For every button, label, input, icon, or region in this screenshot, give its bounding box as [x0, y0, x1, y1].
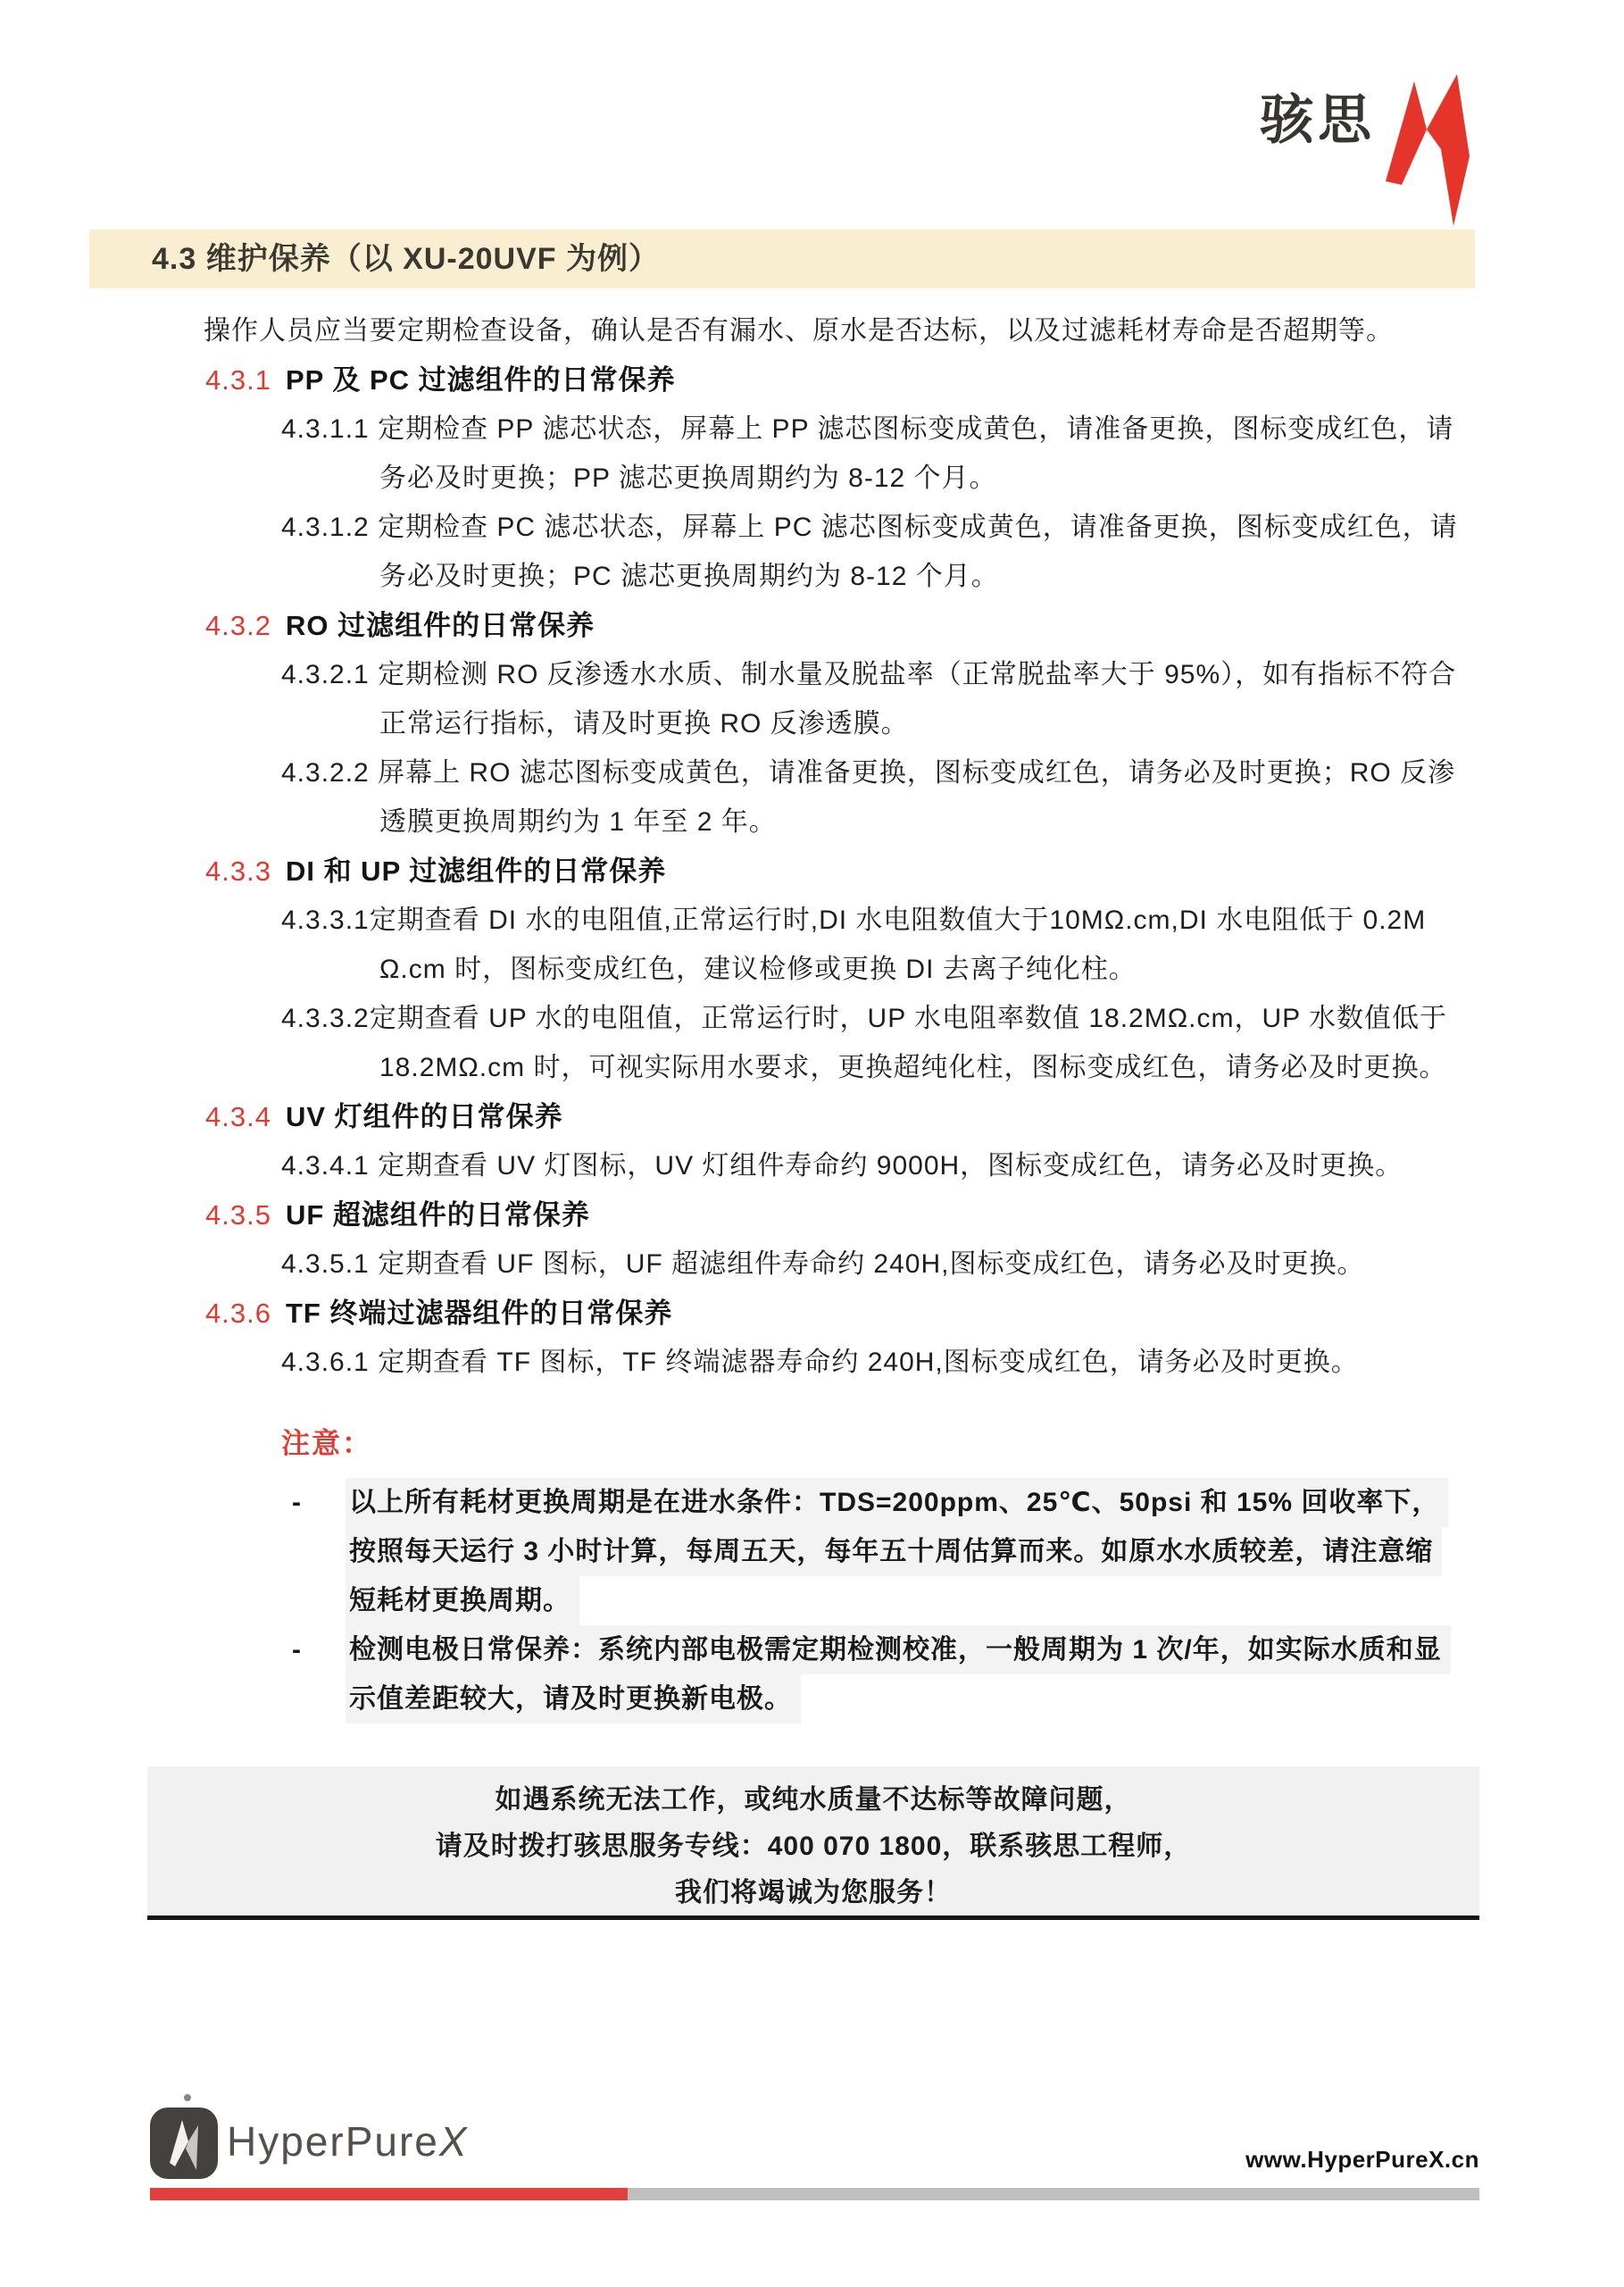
footer-brand-main: HyperPure — [227, 2118, 439, 2165]
doc-line: 务必及时更换；PP 滤芯更换周期约为 8-12 个月。 — [379, 463, 997, 493]
section-heading-4-3-6 — [147, 1289, 1479, 1338]
section-heading-text: UV 灯组件的日常保养 — [285, 1101, 563, 1132]
section-heading-4-3-5 — [147, 1190, 1479, 1239]
highlighted-text: 按照每天运行 3 小时计算，每周五天，每年五十周估算而来。如原水水质较差，请注意缩 — [346, 1527, 1442, 1576]
bullet-dash: - — [292, 1635, 302, 1665]
service-line: 我们将竭诚为您服务！ — [675, 1878, 952, 1907]
doc-line: 4.3.3.1定期查看 DI 水的电阻值,正常运行时,DI 水电阻数值大于10MΩ.cm,DI 水电阻低于 0.2M — [281, 906, 1427, 935]
section-header-band — [89, 230, 1475, 288]
service-line: 如遇系统无法工作，或纯水质量不达标等故障问题， — [495, 1785, 1132, 1815]
footer-brand-x: X — [438, 2118, 469, 2165]
section-heading-4-3-4 — [147, 1092, 1479, 1141]
doc-line: 4.3.2.2 屏幕上 RO 滤芯图标变成黄色，请准备更换，图标变成红色，请务必及时更换；RO 反渗 — [281, 758, 1456, 788]
bullet-dash: - — [292, 1488, 302, 1517]
section-heading-text: DI 和 UP 过滤组件的日常保养 — [285, 856, 667, 887]
note-block — [147, 1427, 1479, 1724]
doc-line: 4.3.1.2 定期检查 PC 滤芯状态，屏幕上 PC 滤芯图标变成黄色，请准备更换，图标变成红色，请 — [281, 513, 1458, 542]
service-line: 请及时拨打骇思服务专线：400 070 1800，联系骇思工程师， — [435, 1832, 1192, 1861]
section-heading-text: PP 及 PC 过滤组件的日常保养 — [285, 364, 676, 396]
doc-line: 4.3.5.1 定期查看 UF 图标，UF 超滤组件寿命约 240H,图标变成红色，请务必及时更换。 — [281, 1249, 1365, 1279]
section-heading-text: UF 超滤组件的日常保养 — [285, 1199, 590, 1231]
section-heading-4-3-2 — [147, 601, 1479, 650]
highlighted-text: 检测电极日常保养：系统内部电极需定期检测校准，一般周期为 1 次/年，如实际水质和显 — [346, 1625, 1451, 1674]
note-bullet-line — [147, 1674, 1479, 1724]
section-number: 4.3.4 — [205, 1101, 271, 1132]
section-title: 4.3 维护保养（以 XU-20UVF 为例） — [152, 242, 660, 276]
section-number: 4.3.2 — [205, 610, 271, 641]
footer-website: www.HyperPureX.cn — [1245, 2146, 1479, 2173]
section-number: 4.3.6 — [205, 1298, 271, 1329]
doc-line: 4.3.1.1 定期检查 PP 滤芯状态，屏幕上 PP 滤芯图标变成黄色，请准备更换，图标变成红色，请 — [281, 414, 1454, 444]
highlighted-text: 短耗材更换周期。 — [346, 1576, 579, 1625]
doc-line: Ω.cm 时，图标变成红色，建议检修或更换 DI 去离子纯化柱。 — [379, 955, 1137, 984]
section-heading-4-3-3 — [147, 847, 1479, 896]
lightning-bolt-icon — [1377, 74, 1472, 226]
intro-paragraph: 操作人员应当要定期检查设备，确认是否有漏水、原水是否达标，以及过滤耗材寿命是否超期等。 — [204, 316, 1394, 346]
section-heading-text: RO 过滤组件的日常保养 — [285, 610, 595, 641]
footer-divider-bar — [150, 2188, 1479, 2200]
doc-line: 18.2MΩ.cm 时，可视实际用水要求，更换超纯化柱，图标变成红色，请务必及时更换。 — [379, 1053, 1447, 1082]
highlighted-text: 以上所有耗材更换周期是在进水条件：TDS=200ppm、25℃、50psi 和 15% 回收率下， — [346, 1478, 1448, 1527]
doc-line: 务必及时更换；PC 滤芯更换周期约为 8-12 个月。 — [379, 562, 999, 591]
doc-line: 4.3.3.2定期查看 UP 水的电阻值，正常运行时，UP 水电阻率数值 18.2MΩ.cm，UP 水数值低于 — [281, 1004, 1447, 1033]
note-bullet-line — [147, 1576, 1479, 1625]
section-heading-text: TF 终端过滤器组件的日常保养 — [285, 1298, 673, 1329]
footer-brand-name — [227, 2117, 469, 2166]
page-footer — [150, 2092, 1479, 2213]
note-bullet-line — [147, 1625, 1479, 1674]
lightning-bolt-app-icon — [150, 2108, 218, 2179]
note-bullet-line — [147, 1527, 1479, 1576]
doc-line: 透膜更换周期约为 1 年至 2 年。 — [379, 807, 777, 837]
section-number: 4.3.5 — [205, 1199, 271, 1231]
section-number: 4.3.1 — [205, 364, 271, 396]
doc-line: 4.3.2.1 定期检测 RO 反渗透水水质、制水量及脱盐率（正常脱盐率大于 95%），如有指标不符合 — [281, 660, 1457, 689]
note-bullet-line — [147, 1478, 1479, 1527]
section-number: 4.3.3 — [205, 856, 271, 887]
footer-bar-red-segment — [150, 2188, 628, 2200]
note-label: 注意： — [281, 1427, 373, 1459]
section-heading-4-3-1 — [147, 355, 1479, 405]
document-body — [147, 306, 1479, 1387]
footer-bar-gray-segment — [628, 2188, 1479, 2200]
doc-line: 正常运行指标，请及时更换 RO 反渗透膜。 — [379, 709, 909, 739]
highlighted-text: 示值差距较大，请及时更换新电极。 — [346, 1674, 801, 1724]
doc-line: 4.3.6.1 定期查看 TF 图标，TF 终端滤器寿命约 240H,图标变成红色，请务必及时更换。 — [281, 1348, 1359, 1377]
service-info-box — [147, 1766, 1479, 1920]
brand-logo-text: 骇思 — [1260, 90, 1376, 150]
logo-dot — [184, 2094, 191, 2101]
doc-line: 4.3.4.1 定期查看 UV 灯图标，UV 灯组件寿命约 9000H，图标变成红色，请务必及时更换。 — [281, 1151, 1403, 1181]
